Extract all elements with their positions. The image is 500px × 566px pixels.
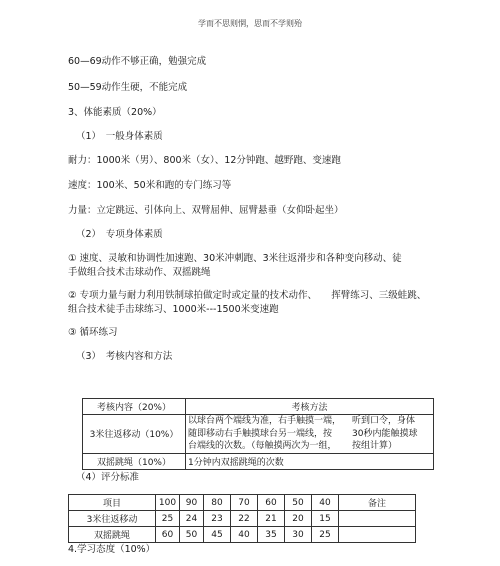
- table-cell: 1分钟内双摇跳绳的次数: [186, 453, 434, 469]
- table-cell: 50: [180, 527, 204, 543]
- section-heading: 4.学习态度（10%）: [68, 544, 156, 555]
- text-line: ③ 循环练习: [68, 327, 118, 338]
- cell-text: 台端线的次数。（每触摸两次为一组，: [188, 441, 337, 451]
- table-header-cell: 考核内容（20%）: [83, 399, 186, 415]
- table-header-cell: 40: [312, 495, 339, 511]
- table-header-cell: 考核方法: [186, 399, 434, 415]
- scoring-standard-table: [68, 494, 416, 543]
- table-cell: 23: [204, 511, 231, 527]
- table-header-row: [69, 495, 416, 511]
- table-header-cell: 60: [258, 495, 285, 511]
- table-cell: 3米往返移动（10%）: [83, 415, 186, 454]
- table-cell: 双摇跳绳（10%）: [83, 453, 186, 469]
- table-cell: 35: [258, 527, 285, 543]
- table-row: [83, 453, 434, 469]
- table-cell: [350, 415, 434, 454]
- table-cell: [339, 527, 416, 543]
- table-header-cell: 项目: [69, 495, 156, 511]
- page-header: 学而不思则惘，思而不学则殆: [198, 19, 302, 28]
- table-header-cell: 100: [156, 495, 180, 511]
- table-cell: 20: [285, 511, 312, 527]
- text-line: 60—69动作不够正确，勉强完成: [68, 56, 207, 67]
- table-cell: 22: [231, 511, 258, 527]
- text-line: 速度：100米、50米和跑的专门练习等: [68, 180, 232, 191]
- text-line: ② 专项力量与耐力利用铁制球拍做定时或定量的技术动作、 挥臂练习、三级蛙跳、: [68, 290, 427, 301]
- table-cell: [339, 511, 416, 527]
- subsection-heading: （2） 专项身体素质: [76, 229, 163, 240]
- cell-text: 以球台两个端线为准，右手触摸一端，: [188, 416, 342, 426]
- table-cell: 双摇跳绳: [69, 527, 156, 543]
- text-line: 50—59动作生硬，不能完成: [68, 82, 188, 93]
- cell-text: 听到口令，身体: [352, 416, 416, 426]
- subsection-heading: （1） 一般身体素质: [76, 131, 163, 142]
- text-line: 组合技术徒手击球练习、1000米---1500米变速跑: [68, 304, 279, 315]
- text-line: 力量：立定跳远、引体向上、双臂屈伸、屈臂悬垂（女仰卧起坐）: [68, 205, 344, 216]
- table-header-row: [83, 399, 434, 415]
- table-header-cell: 80: [204, 495, 231, 511]
- cell-text: 按组计算）: [352, 441, 398, 451]
- table-cell: 40: [231, 527, 258, 543]
- text-line: 耐力：1000米（男）、800米（女）、12分钟跑、越野跑、变速跑: [68, 155, 341, 166]
- table-header-cell: 90: [180, 495, 204, 511]
- table-cell: 15: [312, 511, 339, 527]
- cell-text: 随即移动右手触摸球台另一端线，按: [188, 428, 333, 439]
- text-line: ① 速度、灵敏和协调性加速跑、30米冲刺跑、3米往返滑步和各种变向移动、徒: [68, 253, 402, 264]
- table-cell: 30: [285, 527, 312, 543]
- assessment-method-table: [82, 398, 434, 470]
- table-cell: 21: [258, 511, 285, 527]
- table-row: [69, 511, 416, 527]
- table-header-cell: 70: [231, 495, 258, 511]
- table-cell: 3米往返移动: [69, 511, 156, 527]
- table-header-cell: 50: [285, 495, 312, 511]
- table-cell: 45: [204, 527, 231, 543]
- table-header-cell: 备注: [339, 495, 416, 511]
- table-row: [69, 527, 416, 543]
- table-cell: 25: [156, 511, 180, 527]
- table-cell: 25: [312, 527, 339, 543]
- table-cell: [186, 415, 351, 454]
- section-heading: 3、体能素质（20%）: [68, 107, 162, 118]
- scoring-label: （4）评分标准: [76, 472, 140, 483]
- table-cell: 24: [180, 511, 204, 527]
- table-cell: 60: [156, 527, 180, 543]
- text-line: 手做组合技术击球动作、双摇跳绳: [68, 267, 211, 278]
- subsection-heading: （3） 考核内容和方法: [76, 351, 173, 362]
- cell-text: 30秒内能触摸球: [352, 428, 418, 439]
- table-row: [83, 415, 434, 454]
